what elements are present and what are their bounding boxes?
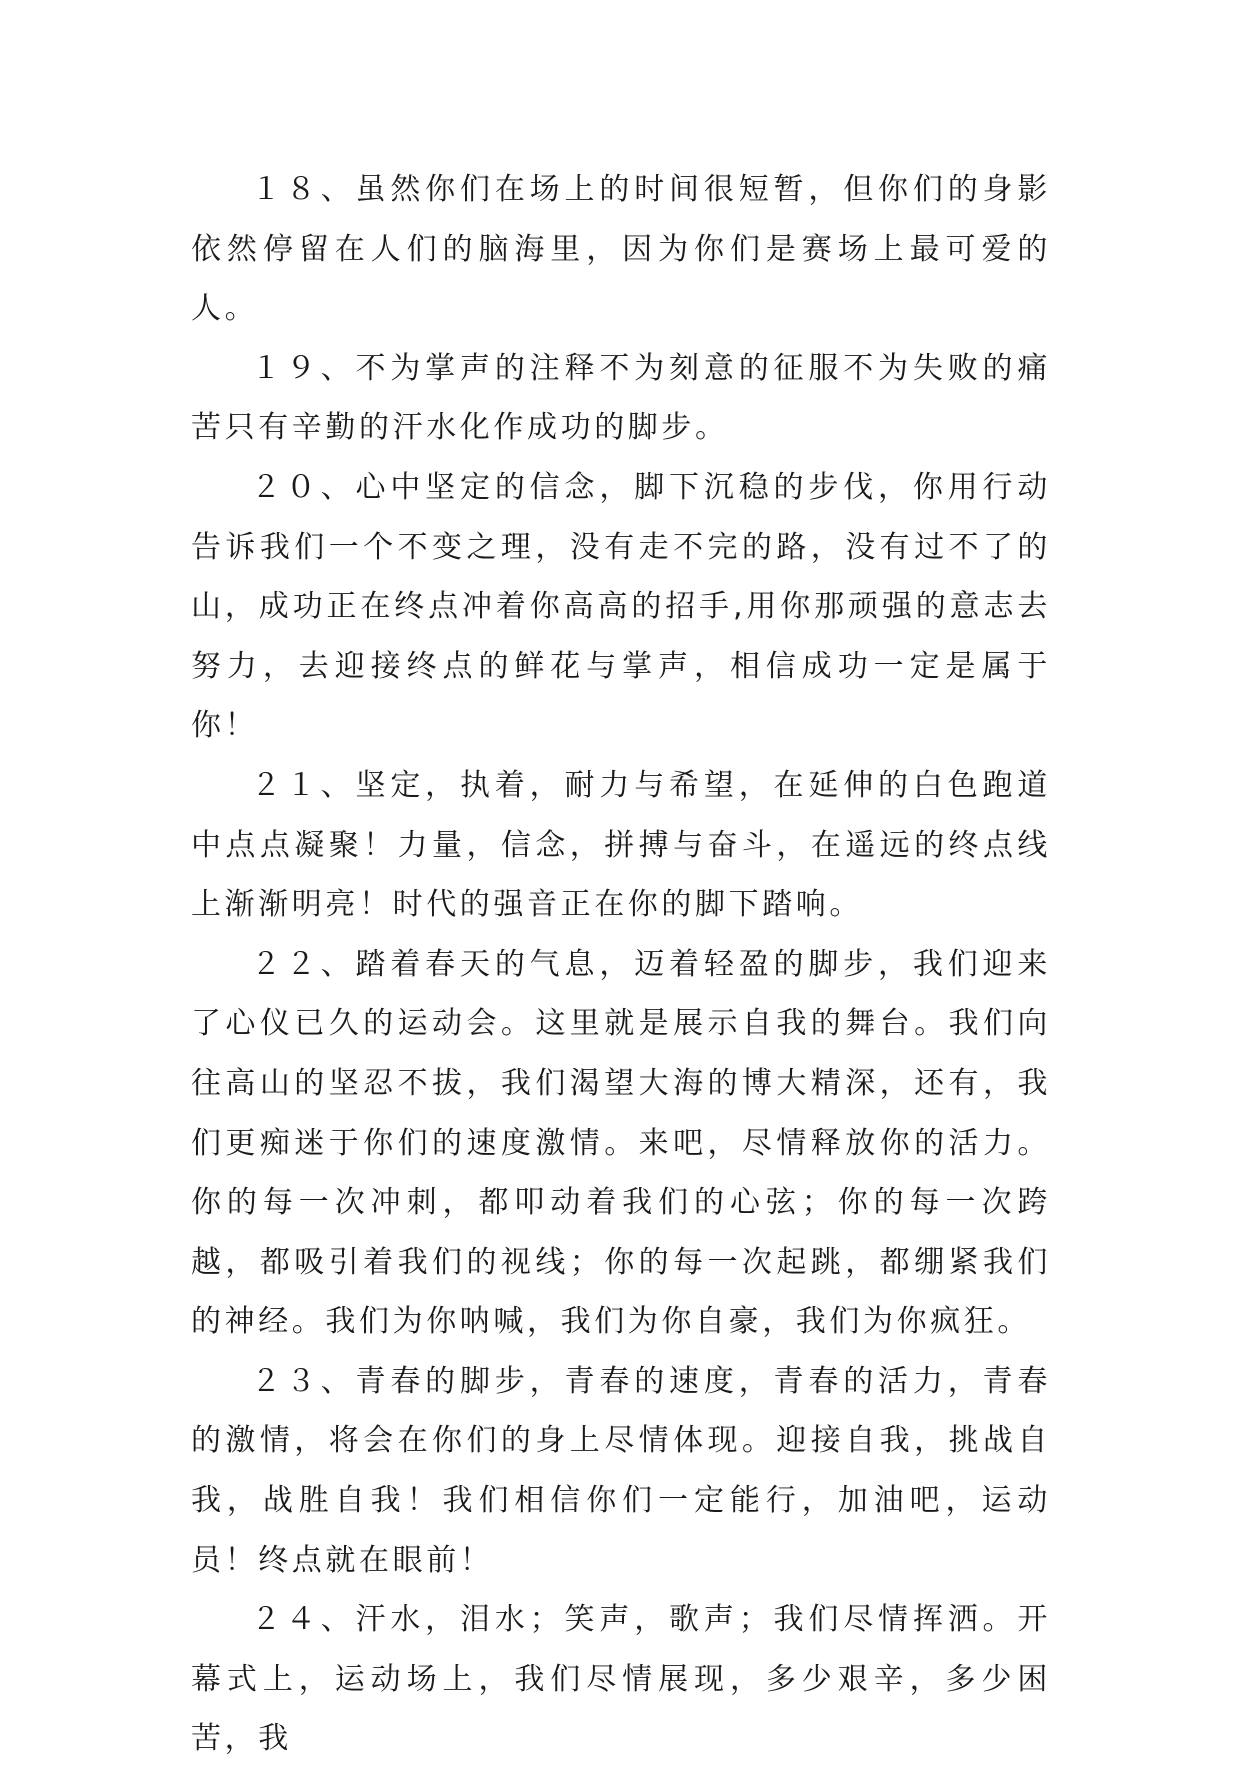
paragraph-23: ２３、青春的脚步，青春的速度，青春的活力，青春的激情，将会在你们的身上尽情体现。迎接自我，挑战自我，战胜自我！我们相信你们一定能行，加油吧，运动员！终点就在眼前！: [191, 1363, 1051, 1578]
paragraph-22: ２２、踏着春天的气息，迈着轻盈的脚步，我们迎来了心仪已久的运动会。这里就是展示自我的舞台。我们向往高山的坚忍不拔，我们渴望大海的博大精深，还有，我们更痴迷于你们的速度激情。来吧，尽情释放你的活力。你的每一次冲刺，都叩动着我们的心弦；你的每一次跨越，都吸引着我们的视线；你的每一次起跳，都绷紧我们的神经。我们为你呐喊，我们为你自豪，我们为你疯狂。: [191, 946, 1051, 1340]
paragraph-21: ２１、坚定，执着，耐力与希望，在延伸的白色跑道中点点凝聚！力量，信念，拼搏与奋斗，在遥远的终点线上渐渐明亮！时代的强音正在你的脚下踏响。: [191, 767, 1051, 923]
paragraph-24: ２４、汗水，泪水；笑声，歌声；我们尽情挥洒。开幕式上，运动场上，我们尽情展现，多少艰辛，多少困苦，我: [191, 1602, 1051, 1757]
paragraph-20: ２０、心中坚定的信念，脚下沉稳的步伐，你用行动告诉我们一个不变之理，没有走不完的路，没有过不了的山，成功正在终点冲着你高高的招手,用你那顽强的意志去努力，去迎接终点的鲜花与掌声，相信成功一定是属于你！: [191, 469, 1051, 744]
document-body: [191, 160, 1051, 1769]
paragraph-18: １８、虽然你们在场上的时间很短暂，但你们的身影依然停留在人们的脑海里，因为你们是赛场上最可爱的人。: [191, 172, 1051, 327]
paragraph-19: １９、不为掌声的注释不为刻意的征服不为失败的痛苦只有辛勤的汗水化作成功的脚步。: [191, 350, 1051, 446]
